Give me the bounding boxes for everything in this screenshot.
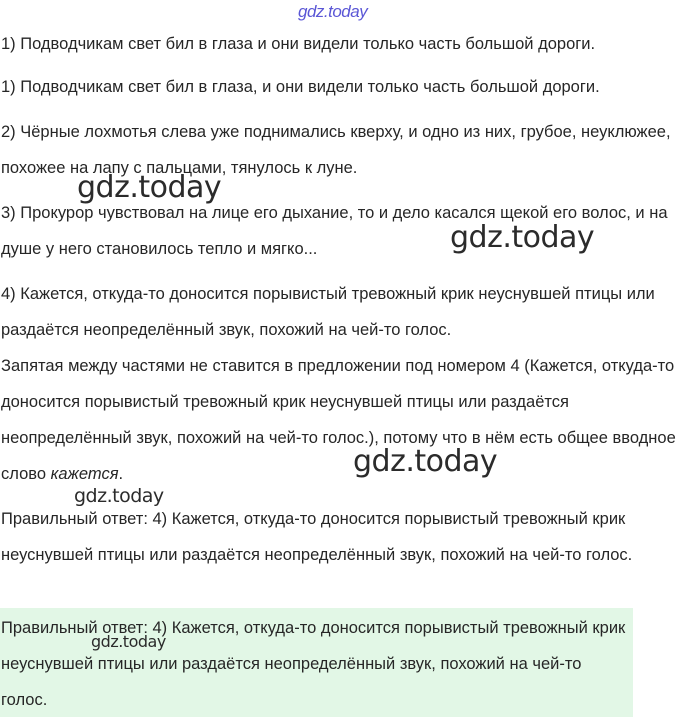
explanation-text: Запятая между частями не ставится в предложении под номером 4 (Кажется, откуда-то доносится порывистый тревожный крик неуснувшей птицы или раздаётся неопределённый звук, похожий на чей-то голос.), потому что в нём есть общее вводное слово xyxy=(1,357,676,483)
explanation xyxy=(1,348,677,492)
answer-highlight-box xyxy=(0,608,633,717)
sentence-4: 4) Кажется, откуда-то доносится порывистый тревожный крик неуснувшей птицы или раздаётся неопределённый звук, похожий на чей-то голос. xyxy=(1,285,655,339)
sentence-1-corrected: 1) Подводчикам свет бил в глаза, и они видели только часть большой дороги. xyxy=(1,78,600,96)
answer-highlighted-text: Правильный ответ: 4) Кажется, откуда-то доносится порывистый тревожный крик неуснувшей птицы или раздаётся неопределённый звук, похожий на чей-то голос. xyxy=(1,619,626,709)
watermark-4: gdz.today xyxy=(74,485,164,507)
sentence-2: 2) Чёрные лохмотья слева уже поднимались кверху, и одно из них, грубое, неуклюжее, похожее на лапу с пальцами, тянулось к луне. xyxy=(1,123,671,177)
watermark-1: gdz.today xyxy=(77,170,222,205)
site-watermark-top: gdz.today xyxy=(298,2,368,21)
watermark-3: gdz.today xyxy=(353,444,498,479)
watermark-5: gdz.today xyxy=(91,632,166,651)
explanation-end: . xyxy=(118,465,124,483)
sentence-1-original: 1) Подводчикам свет бил в глаза и они видели только часть большой дороги. xyxy=(1,35,596,53)
answer-text: Правильный ответ: 4) Кажется, откуда-то доносится порывистый тревожный крик неуснувшей птицы или раздаётся неопределённый звук, похожий на чей-то голос. xyxy=(1,510,633,564)
sentence-3: 3) Прокурор чувствовал на лице его дыхание, то и дело касался щекой его волос, и на душе у него становилось тепло и мягко... xyxy=(1,204,668,258)
watermark-2: gdz.today xyxy=(450,220,595,255)
explanation-emphasis: кажется xyxy=(50,465,119,483)
